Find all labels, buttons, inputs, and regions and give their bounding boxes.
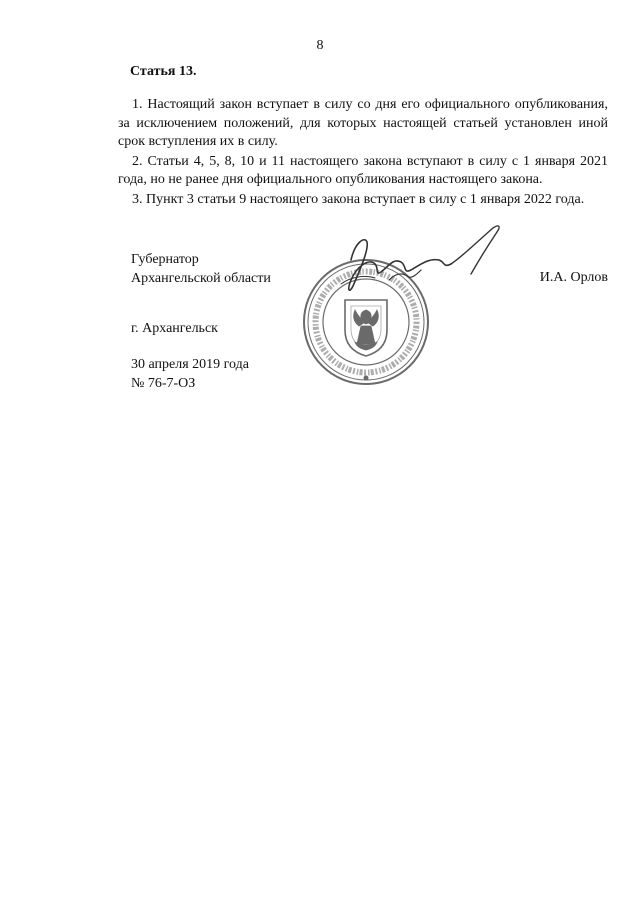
signatory-position: [131, 251, 271, 288]
signing-details: [131, 356, 249, 393]
article-body: [118, 96, 608, 209]
signing-date: 30 апреля 2019 года: [131, 357, 249, 372]
handwritten-signature: [341, 226, 499, 290]
article-paragraph-3: 3. Пункт 3 статьи 9 настоящего закона вступает в силу с 1 января 2022 года.: [132, 191, 585, 207]
page-number: 8: [316, 38, 324, 53]
signatory-name: И.А. Орлов: [539, 270, 608, 285]
law-number: № 76-7-ОЗ: [131, 375, 196, 391]
signing-city: г. Архангельск: [131, 321, 218, 336]
official-seal-and-signature: [303, 222, 513, 392]
position-line-2: Архангельской области: [131, 270, 271, 286]
article-paragraph-1: 1. Настоящий закон вступает в силу со дня его официального опубликования, за исключением положений, для которых настоящей статьей установлен иной срок вступления их в силу.: [118, 97, 608, 149]
article-title: Статья 13.: [130, 64, 197, 79]
seal-graphic: [303, 222, 513, 392]
position-line-1: Губернатор: [131, 252, 199, 267]
seal-stamp: [304, 260, 428, 384]
article-paragraph-2: 2. Статьи 4, 5, 8, 10 и 11 настоящего закона вступают в силу с 1 января 2021 года, но не ранее дня официального опубликования настоящего закона.: [118, 153, 608, 187]
